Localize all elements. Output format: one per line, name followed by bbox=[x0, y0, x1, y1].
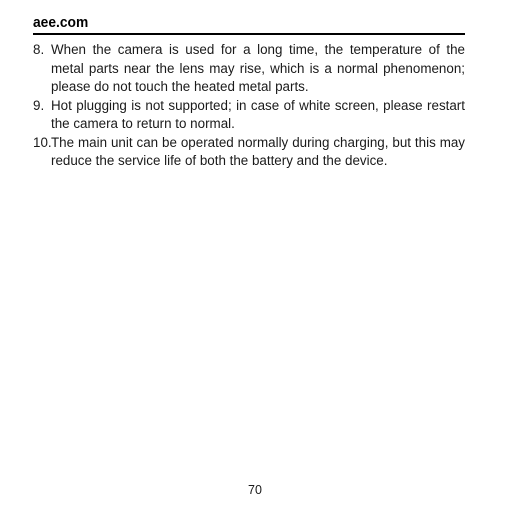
item-number: 9. bbox=[33, 97, 45, 113]
page-number: 70 bbox=[248, 483, 262, 497]
list-item bbox=[33, 41, 465, 97]
item-number: 10. bbox=[33, 134, 52, 150]
brand-logo: aee.com bbox=[33, 14, 89, 31]
item-text: Hot plugging is not supported; in case of white screen, please restart the camera to return to normal. bbox=[51, 97, 465, 131]
list-item bbox=[33, 97, 465, 134]
item-text: When the camera is used for a long time, the temperature of the metal parts near the lens may rise, which is a normal phenomenon; please do not touch the heated metal parts. bbox=[51, 42, 465, 94]
list-item bbox=[33, 134, 465, 171]
item-text: The main unit can be operated normally during charging, but this may reduce the service life of both the battery and the device. bbox=[51, 134, 465, 168]
header-divider bbox=[33, 33, 465, 35]
item-number: 8. bbox=[33, 42, 45, 57]
instructions-list bbox=[33, 41, 465, 171]
